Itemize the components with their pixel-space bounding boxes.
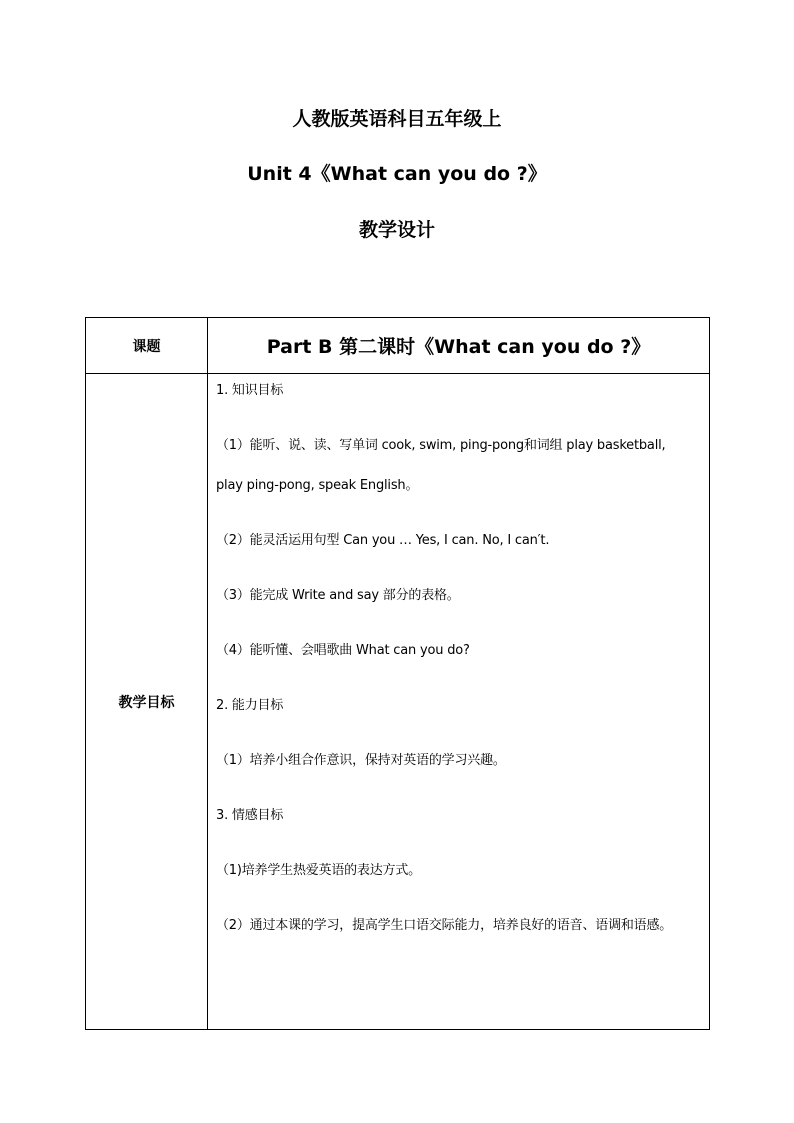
topic-label: 课题 (86, 318, 208, 374)
goal-item: （1）能听、说、读、写单词 cook, swim, ping-pong和词组 play basketball, (216, 438, 666, 453)
unit-title: Unit 4《What can you do ?》 (247, 163, 547, 185)
document-subtitle: 教学设计 (358, 219, 435, 241)
goal-item-continuation: play ping-pong, speak English。 (216, 478, 419, 493)
goals-row (86, 374, 710, 1030)
goal-item: （2）通过本课的学习，提高学生口语交际能力，培养良好的语音、语调和语感。 (216, 918, 673, 933)
topic-row (86, 318, 710, 374)
lesson-plan-table (85, 317, 710, 1030)
goal-item: （1)培养学生热爱英语的表达方式。 (216, 863, 421, 878)
document-title: 人教版英语科目五年级上 (292, 108, 502, 130)
goal-heading-ability: 2. 能力目标 (216, 698, 284, 713)
goals-label: 教学目标 (86, 374, 208, 1030)
topic-value: Part B 第二课时《What can you do ?》 (208, 318, 710, 374)
goal-item: （4）能听懂、会唱歌曲 What can you do? (216, 643, 470, 658)
goal-item: （2）能灵活运用句型 Can you … Yes, I can. No, I can′t. (216, 533, 550, 548)
goal-item: （3）能完成 Write and say 部分的表格。 (216, 588, 460, 603)
goal-item: （1）培养小组合作意识，保持对英语的学习兴趣。 (216, 753, 506, 768)
goal-heading-knowledge: 1. 知识目标 (216, 383, 284, 398)
goal-heading-emotion: 3. 情感目标 (216, 808, 284, 823)
goals-content (208, 374, 710, 1030)
